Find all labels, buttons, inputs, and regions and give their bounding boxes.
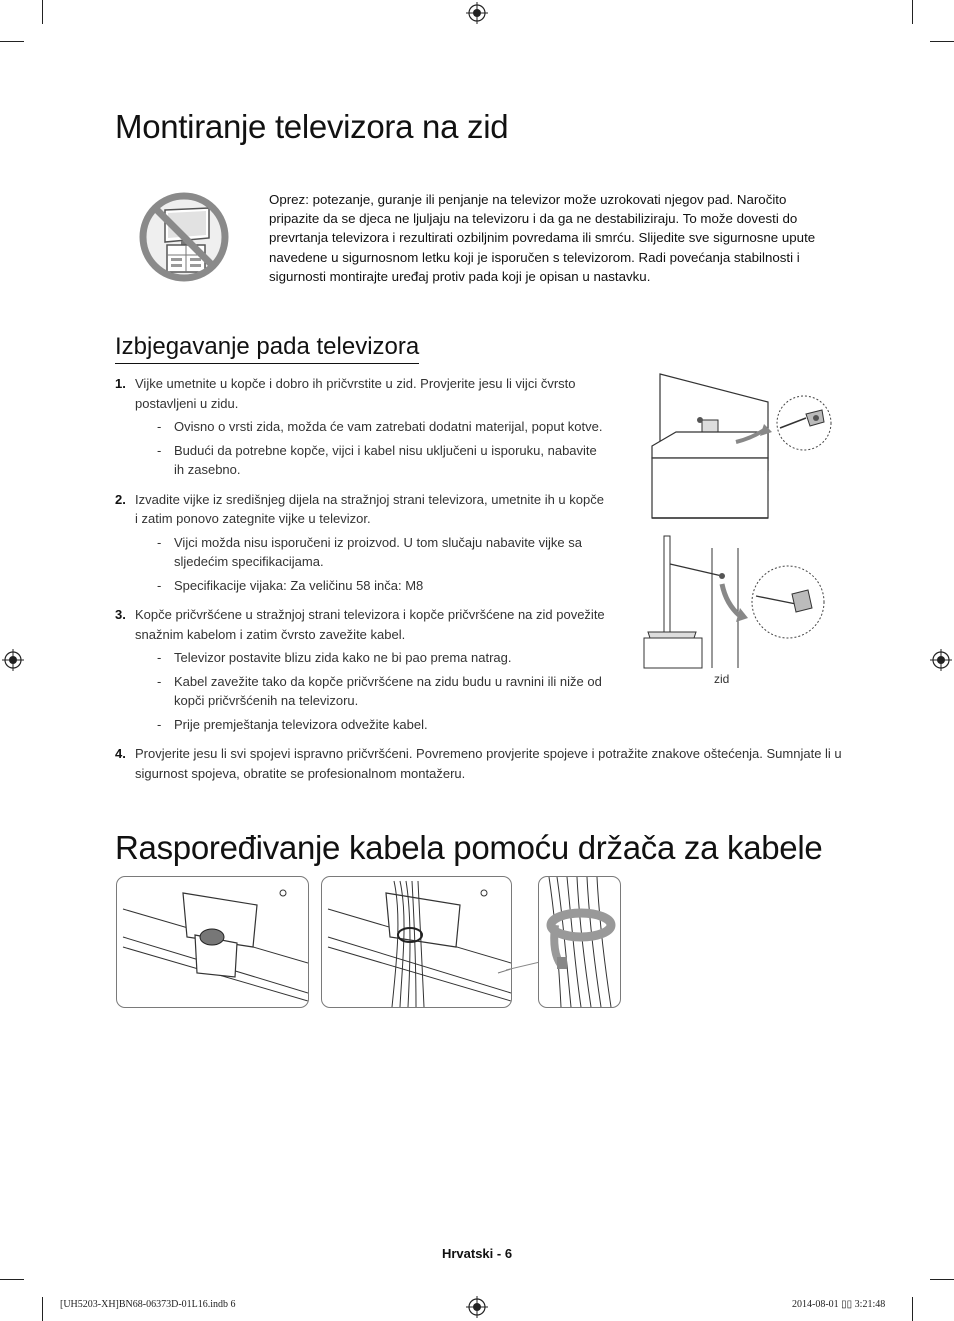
- bullet-item: - Televizor postavite blizu zida kako ne bi pao prema natrag.: [157, 650, 512, 665]
- registration-mark-icon: [2, 649, 24, 671]
- crop-mark: [912, 0, 913, 24]
- step-text: Izvadite vijke iz središnjeg dijela na stražnjoj strani televizora, umetnite ih u kopče i zatim ponovo zategnite vijke u televizor.: [135, 491, 604, 526]
- caution-text: Oprez: potezanje, guranje ili penjanje na televizor može uzrokovati njegov pad. Naročito pripazite da se djeca ne ljuljaju na televizoru i da ga ne destabiliziraju. To može dovesti do prevrtanja televizora i rezultirati ozbiljnim povredama ili smrću. Slijedite sve sigurnosne upute navedene u sigurnosnom letku koji je isporučen s televizorom. Radi povećanja stabilnosti i sigurnosti montirajte uređaj protiv pada koji je opisan u nastavku.: [269, 192, 816, 284]
- cable-holder-with-cables-illustration: [322, 877, 511, 1007]
- step-text: Kopče pričvršćene u stražnjoj strani televizora i kopče pričvršćene na zid povežite snažnim kabelom i zatim čvrsto zavežite kabel.: [135, 607, 605, 642]
- bullet-item: - Vijci možda nisu isporučeni iz proizvod. U tom slučaju nabavite vijke sa sljedećim specifikacijama.: [157, 534, 583, 569]
- crop-mark: [0, 41, 24, 42]
- page-title: Montiranje televizora na zid: [115, 108, 509, 145]
- crop-mark: [42, 0, 43, 24]
- bullet-text: Televizor postavite blizu zida kako ne bi pao prema natrag.: [174, 650, 512, 665]
- bullet-text: Prije premještanja televizora odvežite kabel.: [174, 716, 428, 732]
- registration-mark-icon: [466, 1296, 488, 1318]
- step-text: Provjerite jesu li svi spojevi ispravno pričvršćeni. Povremeno provjerite spojeve i potražite znakove oštećenja. Sumnjate li u sigurnost spojeva, obratite se profesionalnom montažeru.: [135, 746, 842, 781]
- wall-side-view-illustration: [640, 532, 830, 670]
- step-number: 2.: [115, 491, 126, 507]
- bullet-item: - Specifikacije vijaka: Za veličinu 58 inča: M8: [157, 577, 424, 593]
- print-date-info: 2014-08-01 ▯▯ 3:21:48: [792, 1299, 886, 1310]
- steps-list: [115, 374, 842, 791]
- cable-holder-figure-3: [538, 876, 621, 1008]
- cable-holder-empty-illustration: [117, 877, 308, 1007]
- bullet-item: - Budući da potrebne kopče, vijci i kabel nisu uključeni u isporuku, nabavite ih zasebno.: [157, 442, 597, 477]
- list-item: [115, 744, 853, 783]
- cable-holder-figure-2: [321, 876, 512, 1008]
- list-item: [115, 605, 605, 734]
- bullet-text: Kabel zavežite tako da kopče pričvršćene na zidu budu u ravnini ili niže od kopči pričvršćenih na televizoru.: [174, 673, 602, 708]
- step-text: Vijke umetnite u kopče i dobro ih pričvrstite u zid. Provjerite jesu li vijci čvrsto postavljeni u zidu.: [135, 376, 576, 411]
- list-item: [115, 490, 605, 596]
- zoom-connector-line: [506, 960, 540, 972]
- bullet-text: Ovisno o vrsti zida, možda će vam zatrebati dodatni materijal, poput kotve.: [174, 419, 603, 434]
- section-title: Raspoređivanje kabela pomoću držača za kabele: [115, 829, 823, 866]
- crop-mark: [42, 1297, 43, 1321]
- tv-clip-illustration: [640, 370, 840, 522]
- list-item: [115, 374, 605, 480]
- bullet-text: Vijci možda nisu isporučeni iz proizvod. U tom slučaju nabavite vijke sa sljedećim specifikacijama.: [174, 534, 583, 569]
- cable-holder-closeup-illustration: [539, 877, 620, 1007]
- registration-mark-icon: [466, 2, 488, 24]
- section-heading: Izbjegavanje pada televizora: [115, 333, 419, 364]
- bullet-item: - Ovisno o vrsti zida, možda će vam zatrebati dodatni materijal, poput kotve.: [157, 419, 603, 434]
- crop-mark: [930, 41, 954, 42]
- step-number: 3.: [115, 607, 126, 622]
- crop-mark: [912, 1297, 913, 1321]
- step-number: 1.: [115, 376, 126, 391]
- no-climbing-tv-icon: [137, 190, 231, 284]
- bullet-item: - Kabel zavežite tako da kopče pričvršćene na zidu budu u ravnini ili niže od kopči pričvršćenih na televizoru.: [157, 673, 602, 708]
- page-number: Hrvatski - 6: [441, 1246, 513, 1261]
- wall-label: zid: [714, 672, 730, 686]
- step-number: 4.: [115, 746, 126, 761]
- registration-mark-icon: [930, 649, 952, 671]
- bullet-text: Budući da potrebne kopče, vijci i kabel nisu uključeni u isporuku, nabavite ih zasebno.: [174, 442, 597, 477]
- bullet-text: Specifikacije vijaka: Za veličinu 58 inča: M8: [174, 577, 424, 593]
- crop-mark: [0, 1279, 24, 1280]
- bullet-item: - Prije premještanja televizora odvežite kabel.: [157, 716, 428, 732]
- cable-holder-figure-1: [116, 876, 309, 1008]
- print-file-info: [UH5203-XH]BN68-06373D-01L16.indb 6: [60, 1299, 236, 1310]
- crop-mark: [930, 1279, 954, 1280]
